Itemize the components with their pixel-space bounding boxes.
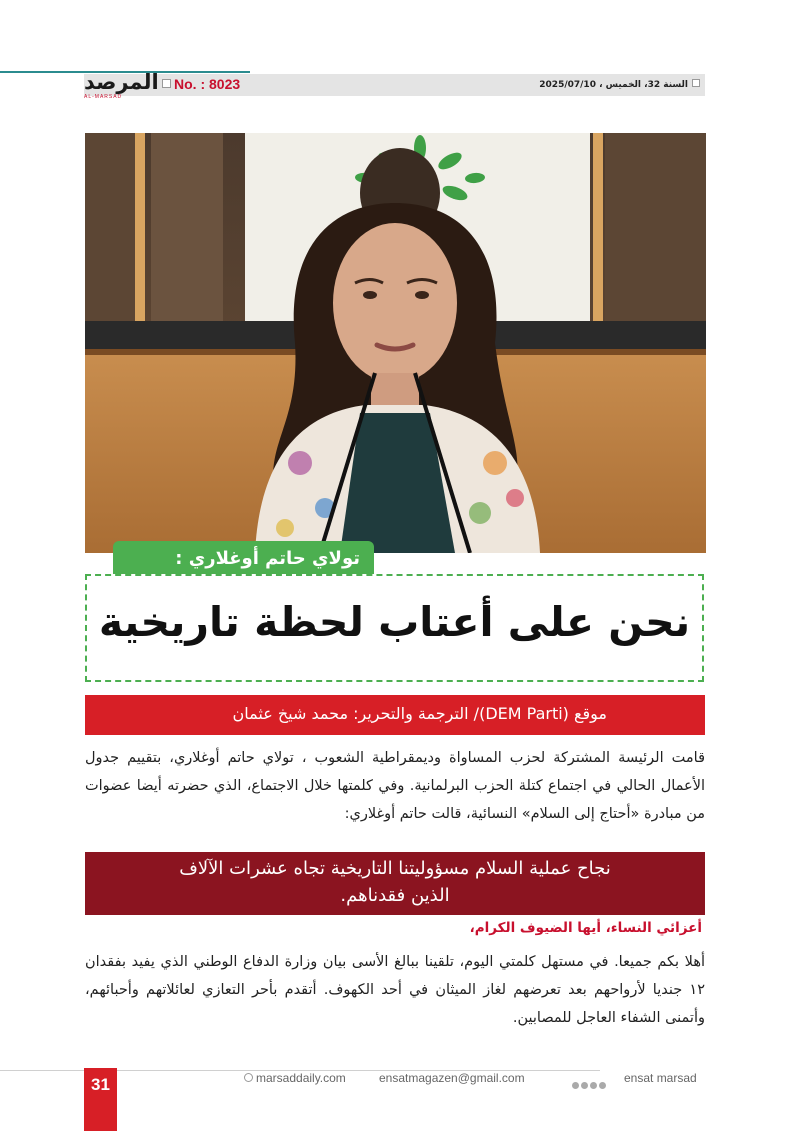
issue-date — [520, 79, 700, 90]
instagram-icon[interactable] — [590, 1082, 597, 1089]
youtube-icon[interactable] — [599, 1082, 606, 1089]
square-icon — [162, 79, 171, 88]
article-subtitle: تولاي حاتم أوغلاري : — [175, 548, 360, 569]
social-icons — [572, 1074, 608, 1093]
email-link[interactable]: ensatmagazen@gmail.com — [379, 1071, 525, 1085]
issue-number — [162, 76, 240, 92]
body-paragraph: أهلا بكم جميعا. في مستهل كلمتي اليوم، تلقينا ببالغ الأسى بيان وزارة الدفاع الوطني الذي يفيد بفقدان ١٢ جنديا لأرواحهم بعد تعرضهم لغاز الميثان في أحد الكهوف. أتقدم بأحر التعازي لعائلاتهم وأحبائهم، وأتمنى الشفاء العاجل للمصابين. — [85, 954, 705, 1026]
magazine-logo — [84, 70, 162, 100]
speaker-photo-illustration — [85, 133, 706, 553]
globe-icon — [244, 1073, 253, 1082]
twitter-icon[interactable] — [581, 1082, 588, 1089]
logo-text: المرصد — [84, 70, 159, 94]
section-header-line-2: الذين فقدناهم. — [340, 885, 450, 906]
source-bar — [85, 695, 705, 735]
intro-paragraph: قامت الرئيسة المشتركة لحزب المساواة وديمقراطية الشعوب ، تولاي حاتم أوغلاري، بتقييم جدول الأعمال الحالي في اجتماع كتلة الحزب البرلمانية. وفي كلمتها خلال الاجتماع، الذي حضرته أيضا عضوات من مبادرة «أحتاج إلى السلام» النسائية، قالت حاتم أوغلاري: — [85, 750, 705, 822]
social-handle: ensat marsad — [624, 1071, 697, 1085]
square-icon — [692, 79, 700, 87]
issue-number-text: No. : 8023 — [174, 76, 241, 92]
article-photo — [85, 133, 706, 553]
logo-subtext: AL-MARSAD — [84, 94, 123, 100]
issue-date-text: السنة 32، الخميس ، 2025/07/10 — [539, 80, 688, 90]
website-text: marsaddaily.com — [256, 1071, 346, 1085]
source-credit: موقع (DEM Parti)/ الترجمة والتحرير: محمد شيخ عثمان — [232, 704, 607, 723]
section-header-line-1: نجاح عملية السلام مسؤوليتنا التاريخية تجاه عشرات الآلاف — [179, 858, 611, 879]
greeting-line: أعزائي النساء، أيها الضيوف الكرام، — [469, 920, 702, 936]
article-headline: نحن على أعتاب لحظة تاريخية — [98, 598, 691, 646]
website-link[interactable] — [244, 1071, 346, 1085]
page-number: 31 — [91, 1075, 110, 1094]
section-header — [85, 852, 705, 915]
facebook-icon[interactable] — [572, 1082, 579, 1089]
